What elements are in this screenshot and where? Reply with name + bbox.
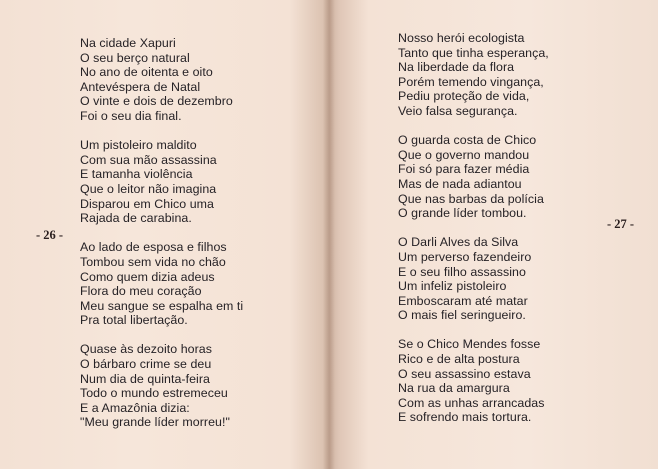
- verse-line: Foi o seu dia final.: [80, 108, 182, 123]
- verse-line: Que o governo mandou: [398, 147, 530, 162]
- page-number-right: - 27 -: [607, 217, 635, 231]
- verse-line: Pediu proteção de vida,: [398, 89, 530, 104]
- stanza: [80, 138, 243, 226]
- verse-line: Antevéspera de Natal: [80, 79, 201, 94]
- verse-line: Nosso herói ecologista: [398, 31, 525, 45]
- verse-line: E tamanha violência: [80, 167, 193, 182]
- verse-line: E o seu filho assassino: [398, 264, 526, 279]
- verse-line: O seu assassino estava: [398, 366, 531, 381]
- verse-line: Quase às dezoito horas: [80, 342, 212, 357]
- verse-line: Na liberdade da flora: [398, 60, 515, 75]
- stanza: [398, 235, 549, 323]
- verse-line: Com as unhas arrancadas: [398, 395, 545, 410]
- verse-line: Mas de nada adiantou: [398, 176, 522, 191]
- verse-line: Um infeliz pistoleiro: [398, 279, 507, 294]
- verse-line: Tombou sem vida no chão: [80, 254, 226, 269]
- verse-line: Rico e de alta postura: [398, 352, 520, 367]
- verse-line: Pra total libertação.: [80, 313, 188, 328]
- right-page: [330, 0, 658, 469]
- verse-line: Flora do meu coração: [80, 284, 202, 299]
- verse-line: O vinte e dois de dezembro: [80, 94, 233, 109]
- verse-line: Tanto que tinha esperança,: [398, 45, 549, 60]
- verse-line: Que o leitor não imagina: [80, 181, 217, 196]
- verse-line: Com sua mão assassina: [80, 152, 217, 167]
- verse-line: E sofrendo mais tortura.: [398, 410, 532, 425]
- verse-line: Ao lado de esposa e filhos: [80, 240, 227, 255]
- verse-line: Como quem dizia adeus: [80, 269, 215, 284]
- stanza: [398, 337, 549, 425]
- verse-line: Um perverso fazendeiro: [398, 249, 532, 264]
- verse-line: Que nas barbas da polícia: [398, 191, 544, 206]
- page-number-left: - 26 -: [36, 228, 64, 242]
- verse-line: Um pistoleiro maldito: [80, 138, 197, 153]
- verse-line: E a Amazônia dizia:: [80, 400, 190, 415]
- verse-line: O mais fiel seringueiro.: [398, 308, 526, 323]
- verse-line: Todo o mundo estremeceu: [80, 386, 228, 401]
- verse-line: O guarda costa de Chico: [398, 133, 537, 148]
- stanza: [80, 240, 243, 328]
- verse-line: Num dia de quinta-feira: [80, 371, 210, 386]
- verse-line: Veio falsa segurança.: [398, 103, 518, 118]
- poem-right: [398, 31, 549, 440]
- verse-line: O bárbaro crime se deu: [80, 357, 212, 372]
- verse-line: Se o Chico Mendes fosse: [398, 337, 541, 352]
- verse-line: "Meu grande líder morreu!": [80, 415, 230, 430]
- verse-line: O Darli Alves da Silva: [398, 235, 519, 250]
- stanza: [398, 133, 549, 221]
- verse-line: Na cidade Xapuri: [80, 36, 176, 50]
- verse-line: No ano de oitenta e oito: [80, 65, 213, 80]
- verse-line: Na rua da amargura: [398, 381, 510, 396]
- stanza: [398, 31, 549, 119]
- stanza: [80, 36, 243, 124]
- verse-line: Rajada de carabina.: [80, 211, 192, 226]
- verse-line: O grande líder tombou.: [398, 206, 527, 221]
- verse-line: Porém temendo vingança,: [398, 74, 544, 89]
- verse-line: Disparou em Chico uma: [80, 196, 214, 211]
- left-page: [0, 0, 328, 469]
- verse-line: O seu berço natural: [80, 50, 190, 65]
- verse-line: Meu sangue se espalha em ti: [80, 298, 244, 313]
- stanza: [80, 342, 243, 430]
- poem-left: [80, 36, 243, 445]
- verse-line: Foi só para fazer média: [398, 162, 530, 177]
- verse-line: Emboscaram até matar: [398, 293, 528, 308]
